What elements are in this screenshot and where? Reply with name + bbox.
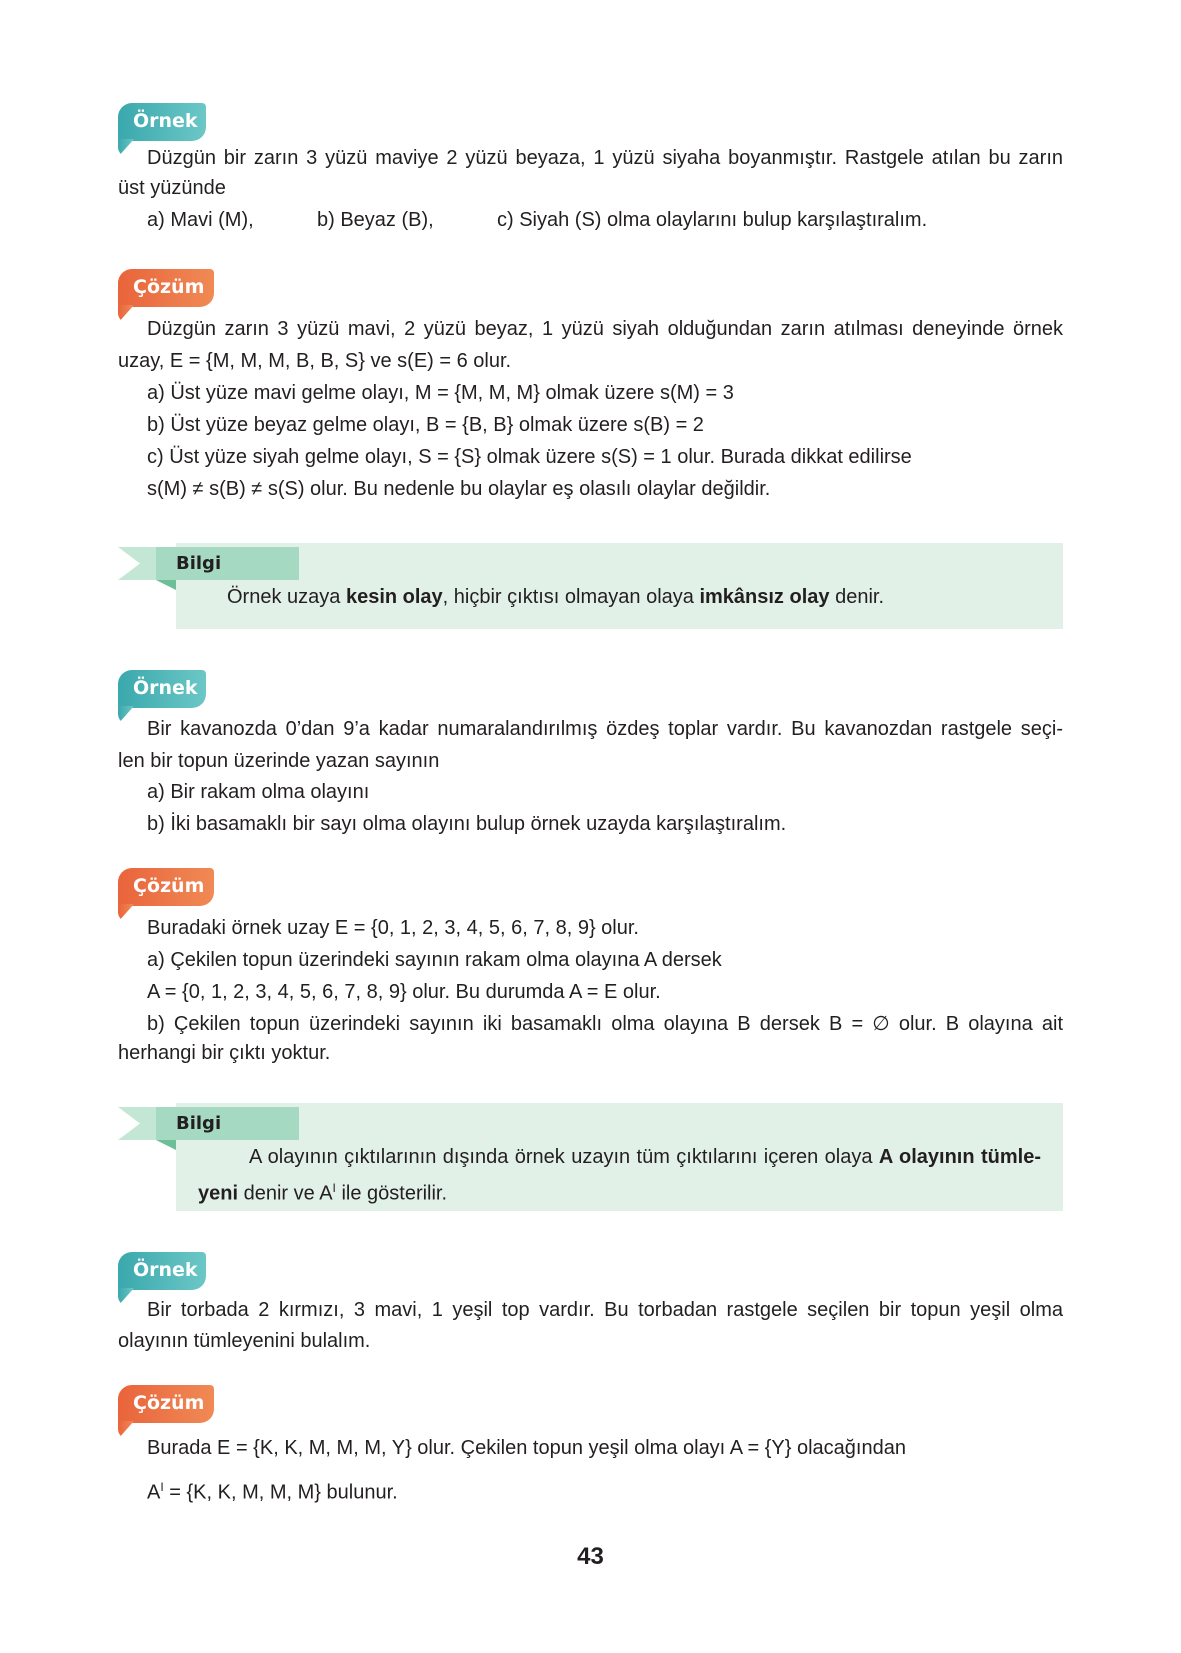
cozum-badge: Çözüm: [118, 868, 214, 906]
text: = {K, K, M, M, M} bulunur.: [163, 1481, 398, 1504]
text-line: olayının tümleyenini bulalım.: [118, 1330, 371, 1352]
text-line: Buradaki örnek uzay E = {0, 1, 2, 3, 4, 5, 6, 7, 8, 9} olur.: [147, 917, 639, 939]
text-line: Düzgün zarın 3 yüzü mavi, 2 yüzü beyaz, 1 yüzü siyah olduğundan zarın atılması deneyinde örnek: [147, 318, 1063, 340]
text-line: [198, 1173, 1041, 1210]
text: , hiçbir çıktısı olmayan olaya: [442, 586, 700, 608]
text-line: Bir torbada 2 kırmızı, 3 mavi, 1 yeşil top vardır. Bu torbadan rastgele seçilen bir topun yeşil olma: [147, 1299, 1063, 1321]
option-b: b) Beyaz (B),: [317, 209, 434, 231]
cozum-badge: Çözüm: [118, 269, 214, 307]
text-line: c) Üst yüze siyah gelme olayı, S = {S} olmak üzere s(S) = 1 olur. Burada dikkat edilirse: [147, 446, 912, 468]
info-box: [176, 543, 1063, 629]
text: A olayının çıktılarının dışında örnek uzayın tüm çıktılarını içeren olaya: [249, 1146, 879, 1168]
text-line: a) Çekilen topun üzerindeki sayının rakam olma olayına A dersek: [147, 949, 722, 971]
bold-term: A olayının tümle-: [878, 1146, 1041, 1168]
text-line: üst yüzünde: [118, 177, 226, 199]
solution-2-text: [118, 912, 1063, 1069]
text-line: b) Üst yüze beyaz gelme olayı, B = {B, B} olmak üzere s(B) = 2: [147, 414, 704, 436]
option-c: c) Siyah (S) olma olaylarını bulup karşılaştıralım.: [497, 209, 928, 231]
text-line: a) Üst yüze mavi gelme olayı, M = {M, M, M} olmak üzere s(M) = 3: [147, 382, 734, 404]
text-line: [118, 1468, 1063, 1513]
info-box: [176, 1103, 1063, 1211]
example-3-text: [118, 1295, 1063, 1357]
text: A: [147, 1481, 161, 1504]
text-line: Burada E = {K, K, M, M, M, Y} olur. Çekilen topun yeşil olma olayı A = {Y} olacağından: [147, 1437, 906, 1459]
text-line: b) Çekilen topun üzerindeki sayının iki basamaklı olma olayına B dersek B = ∅ olur. B olayına ait: [147, 1013, 1063, 1035]
solution-3-text: [118, 1429, 1063, 1513]
solution-1-text: [118, 313, 1063, 505]
text: ile gösterilir.: [335, 1182, 448, 1205]
ornek-badge: Örnek: [118, 103, 206, 141]
text-line: Bir kavanozda 0’dan 9’a kadar numaralandırılmış özdeş toplar vardır. Bu kavanozdan rastgele seçi-: [147, 718, 1063, 740]
page-number: 43: [577, 1543, 604, 1570]
superscript: I: [332, 1181, 336, 1195]
example-2-text: [118, 714, 1063, 840]
superscript: I: [160, 1480, 164, 1494]
text: denir ve A: [238, 1182, 333, 1205]
text-line: len bir topun üzerinde yazan sayının: [118, 749, 440, 772]
text-line: A = {0, 1, 2, 3, 4, 5, 6, 7, 8, 9} olur. Bu durumda A = E olur.: [147, 981, 661, 1003]
cozum-badge: Çözüm: [118, 1385, 214, 1423]
bold-term: yeni: [198, 1182, 239, 1205]
text-line: s(M) ≠ s(B) ≠ s(S) olur. Bu nedenle bu olaylar eş olasılı olaylar değildir.: [147, 478, 771, 500]
ribbon-fold-icon: [156, 580, 176, 590]
info-text: [176, 543, 1063, 613]
text: denir.: [829, 586, 884, 608]
text-line: Düzgün bir zarın 3 yüzü maviye 2 yüzü beyaza, 1 yüzü siyaha boyanmıştır. Rastgele atılan bu zarın: [147, 147, 1063, 169]
option-a: a) Mavi (M),: [147, 209, 254, 231]
ornek-badge: Örnek: [118, 670, 206, 708]
bilgi-label: Bilgi: [156, 547, 299, 580]
text: Örnek uzaya: [227, 586, 346, 608]
example-1-text: [118, 143, 1063, 235]
bilgi-label: Bilgi: [156, 1107, 299, 1140]
text-line: a) Bir rakam olma olayını: [147, 781, 370, 803]
text-line: b) İki basamaklı bir sayı olma olayını bulup örnek uzayda karşılaştıralım.: [147, 812, 787, 835]
bold-term: imkânsız olay: [699, 586, 830, 608]
bold-term: kesin olay: [345, 586, 443, 608]
ribbon-fold-icon: [156, 1140, 176, 1150]
ornek-badge: Örnek: [118, 1252, 206, 1290]
text-line: herhangi bir çıktı yoktur.: [118, 1042, 331, 1064]
options-line: [118, 205, 1063, 235]
text-line: uzay, E = {M, M, M, B, B, S} ve s(E) = 6 olur.: [118, 350, 512, 372]
info-text: [176, 1103, 1063, 1210]
text-line: [198, 1142, 1041, 1173]
